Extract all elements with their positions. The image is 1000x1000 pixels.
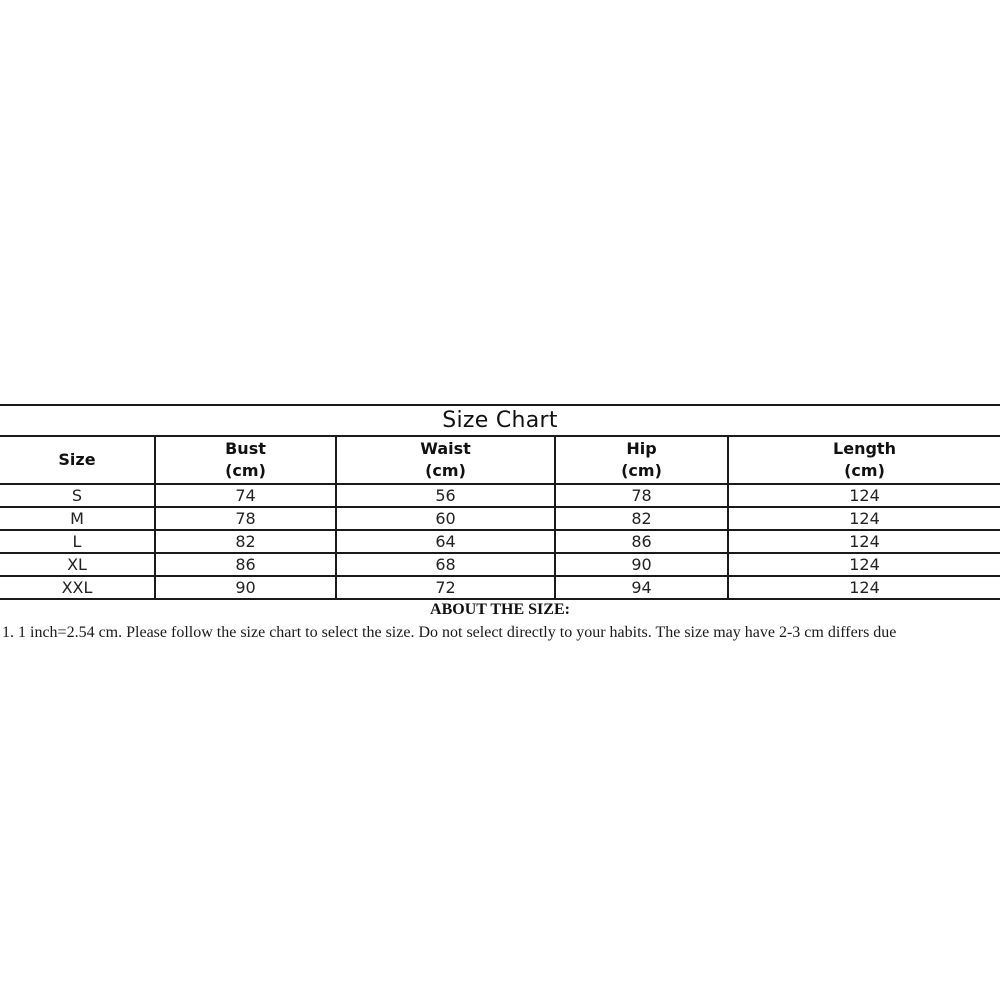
chart-title: Size Chart bbox=[442, 408, 558, 433]
header-size-label: Size bbox=[58, 450, 96, 469]
size-note: 1. 1 inch=2.54 cm. Please follow the size chart to select the size. Do not select directly to your habits. The size may have 2-3 cm differs due bbox=[2, 624, 897, 641]
header-length-unit: (cm) bbox=[844, 461, 885, 480]
cell-bust: 86 bbox=[235, 554, 256, 574]
cell-hip: 86 bbox=[631, 531, 652, 551]
header-hip-unit: (cm) bbox=[621, 461, 662, 480]
cell-size: XXL bbox=[61, 577, 93, 597]
cell-waist: 60 bbox=[435, 508, 456, 528]
cell-size: M bbox=[70, 508, 84, 528]
cell-bust: 82 bbox=[235, 531, 256, 551]
cell-size: S bbox=[71, 485, 83, 505]
cell-length: 124 bbox=[849, 531, 880, 551]
header-hip-label: Hip bbox=[626, 439, 657, 458]
header-waist-unit: (cm) bbox=[425, 461, 466, 480]
header-bust-label: Bust bbox=[225, 439, 266, 458]
about-size-heading: ABOUT THE SIZE: bbox=[430, 601, 570, 618]
cell-size: XL bbox=[67, 554, 87, 574]
size-chart bbox=[0, 404, 1000, 644]
cell-hip: 78 bbox=[631, 485, 652, 505]
header-length bbox=[729, 437, 1000, 483]
cell-waist: 68 bbox=[435, 554, 456, 574]
cell-waist: 56 bbox=[435, 485, 456, 505]
header-waist bbox=[337, 437, 554, 483]
header-waist-label: Waist bbox=[420, 439, 471, 458]
header-bust-unit: (cm) bbox=[225, 461, 266, 480]
cell-hip: 90 bbox=[631, 554, 652, 574]
cell-length: 124 bbox=[849, 485, 880, 505]
cell-waist: 64 bbox=[435, 531, 456, 551]
cell-bust: 90 bbox=[235, 577, 256, 597]
header-length-label: Length bbox=[833, 439, 896, 458]
header-size bbox=[0, 437, 154, 483]
cell-bust: 78 bbox=[235, 508, 256, 528]
cell-bust: 74 bbox=[235, 485, 256, 505]
cell-length: 124 bbox=[849, 577, 880, 597]
cell-hip: 82 bbox=[631, 508, 652, 528]
header-bust bbox=[156, 437, 335, 483]
cell-length: 124 bbox=[849, 554, 880, 574]
cell-waist: 72 bbox=[435, 577, 456, 597]
cell-hip: 94 bbox=[631, 577, 652, 597]
cell-length: 124 bbox=[849, 508, 880, 528]
header-hip bbox=[556, 437, 727, 483]
cell-size: L bbox=[72, 531, 82, 551]
